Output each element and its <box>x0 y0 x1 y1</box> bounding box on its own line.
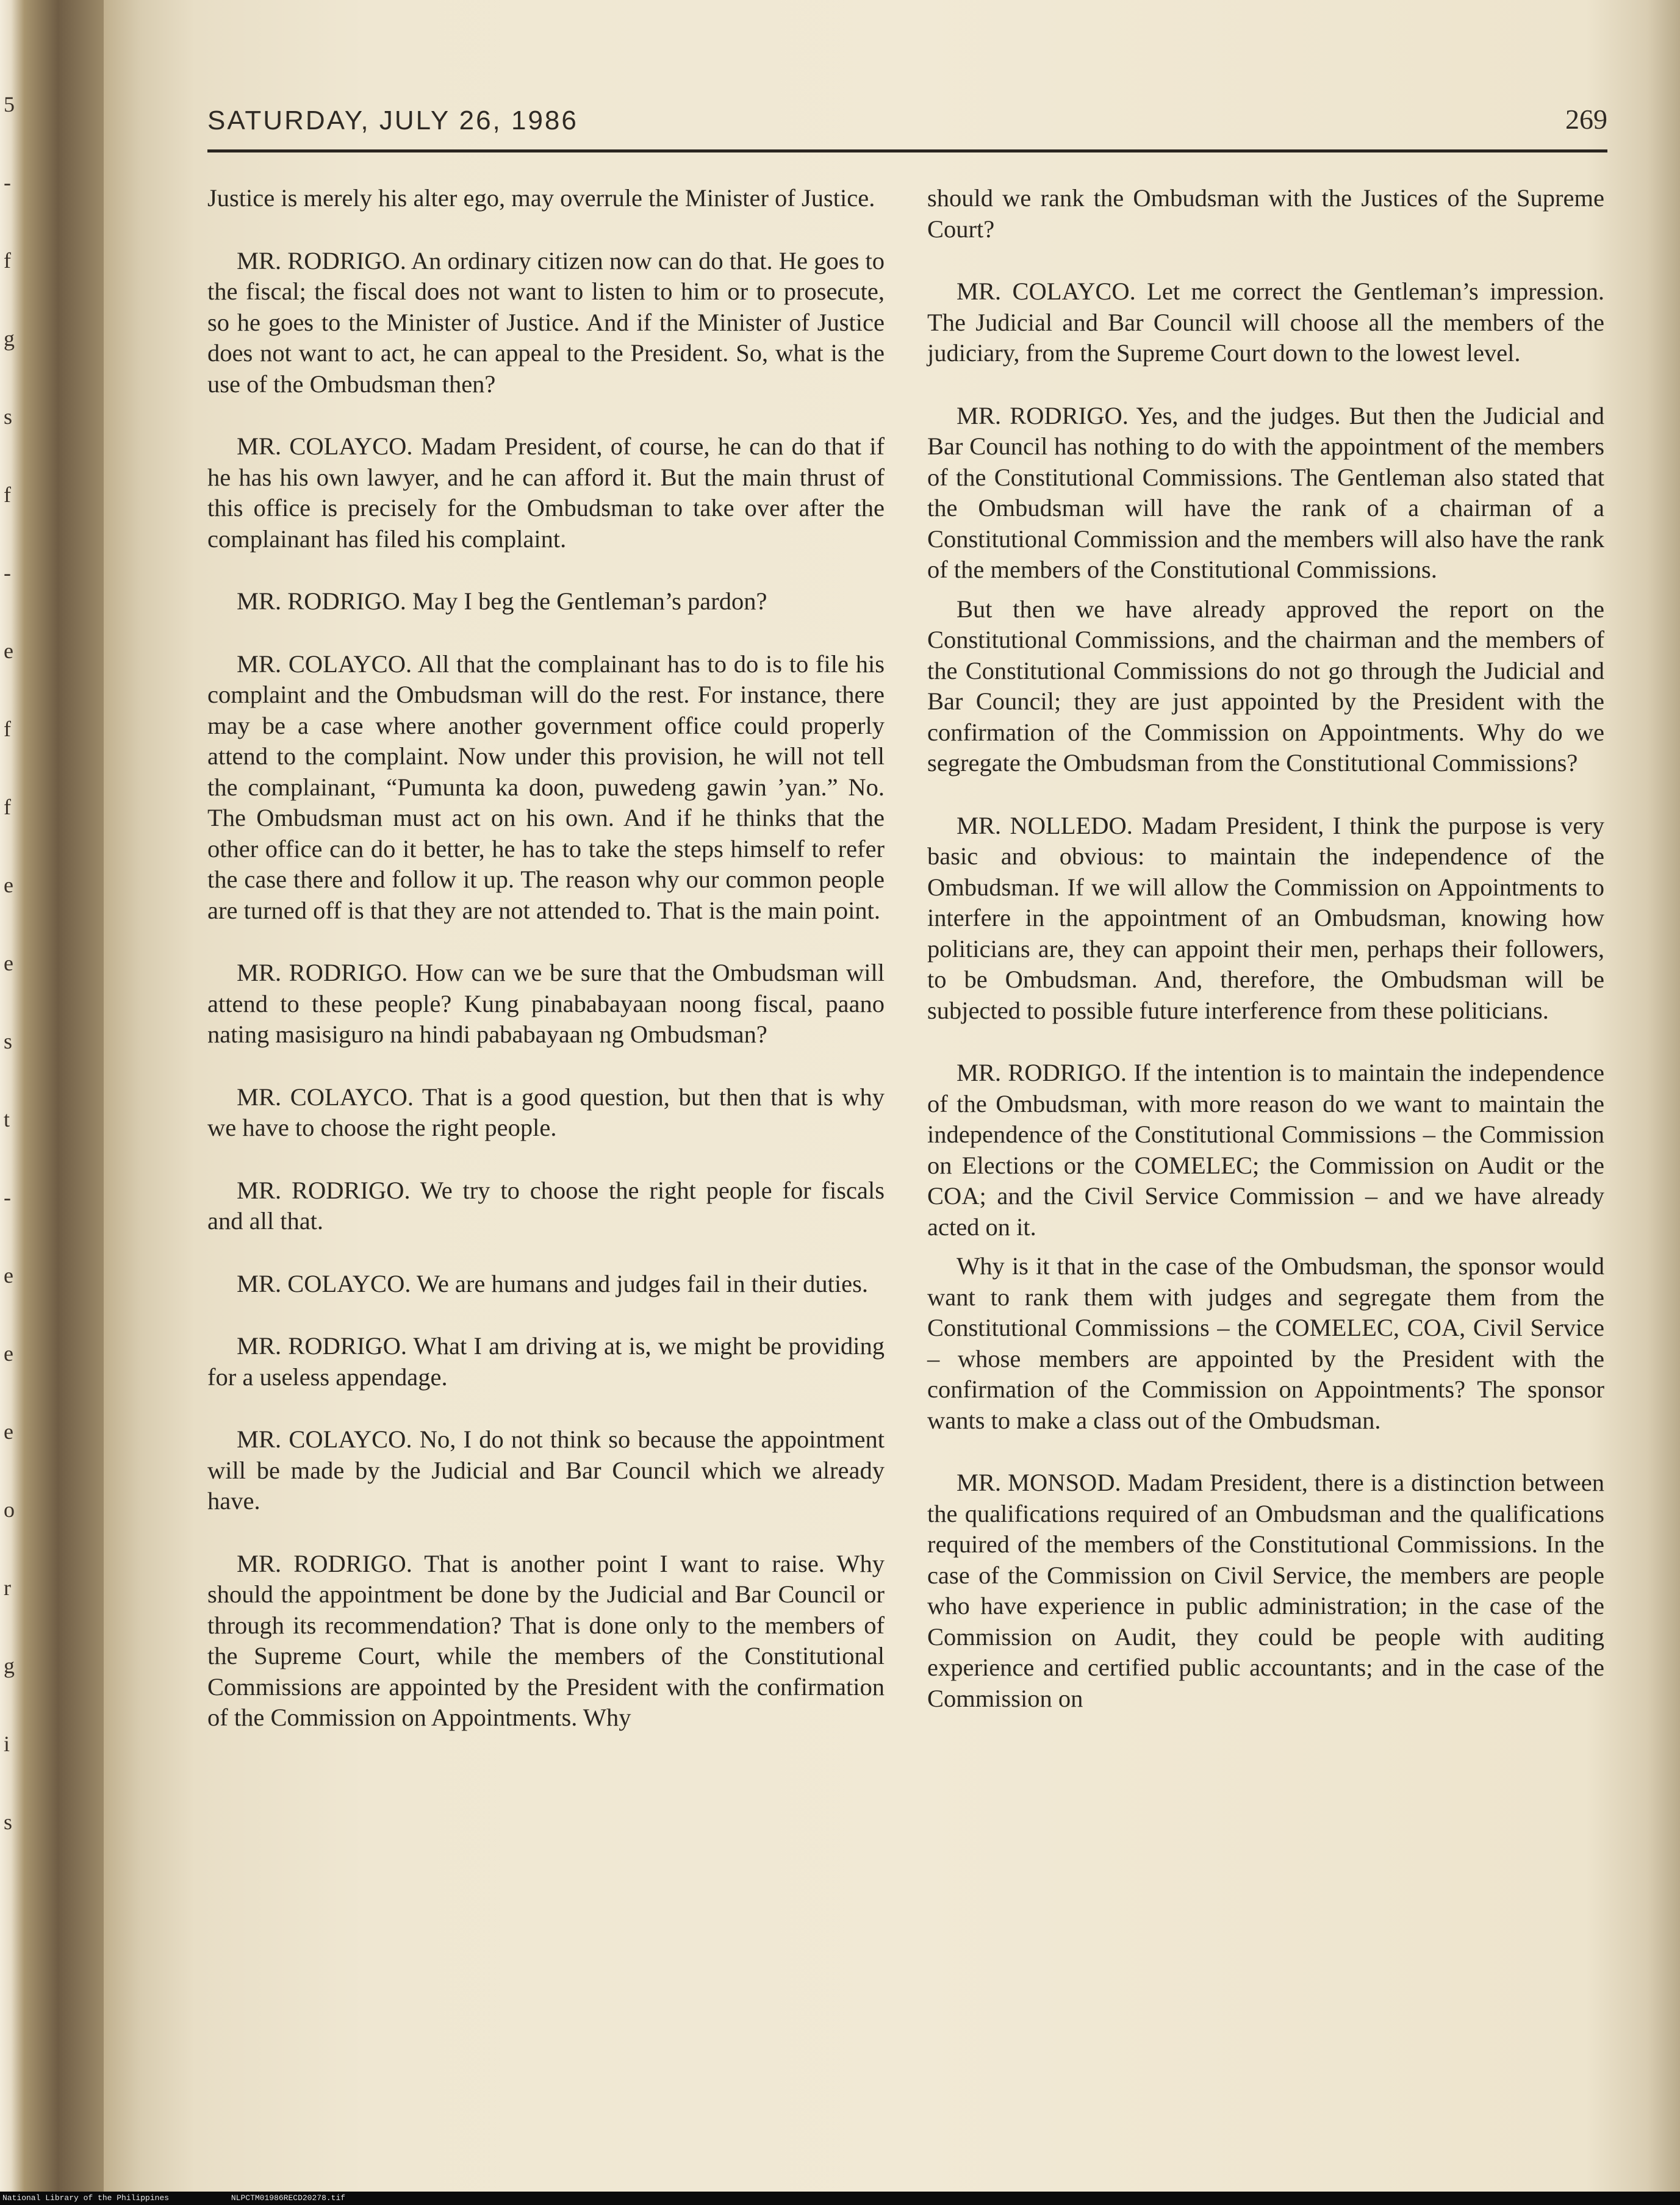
edge-mark: f <box>4 795 11 819</box>
edge-mark: r <box>4 1576 11 1600</box>
edge-mark: e <box>4 873 13 897</box>
footer-file: NLPCTM01986RECD20278.tif <box>231 2193 346 2203</box>
paragraph: MR. NOLLEDO. Madam President, I think the purpose is very basic and obvious: to maintain the independence of the Ombudsman. If we will allow the Commission on Appointments to interfere in the appointment of an Ombudsman, knowing how politicians are, they can appoint their men, perhaps their followers, to be Ombudsman. And, therefore, the Ombudsman will be subjected to possible future interference from these politicians. <box>927 811 1604 1024</box>
edge-mark: 5 <box>4 92 15 117</box>
header-rule <box>207 149 1607 152</box>
edge-mark: e <box>4 639 13 663</box>
page-number: 269 <box>1565 104 1607 135</box>
edge-mark: o <box>4 1497 15 1522</box>
scan-footer <box>0 2192 1680 2205</box>
paragraph: But then we have already approved the report on the Constitutional Commissions, and the chairman and the members of the Constitutional Commissions do not go through the Judicial and Bar Council; they are just appointed by the President with the confirmation of the Commission on Appointments. Why do we segregate the Ombudsman from the Constitutional Commissions? <box>927 595 1604 776</box>
edge-mark: f <box>4 482 11 507</box>
running-header <box>207 101 1607 146</box>
edge-mark: - <box>4 170 11 195</box>
paragraph: MR. MONSOD. Madam President, there is a distinction between the qualifications required of an Ombudsman and the qualifications required of the members of the Constitutional Commissions. In the case of the Commission on Civil Service, the members are people who have experience in public administration; in the case of the Commission on Audit, they could be people with auditing experience and certified public accountants; and in the case of the Commission on <box>927 1469 1604 1712</box>
paragraph: MR. COLAYCO. That is a good question, but then that is why we have to choose the right people. <box>207 1083 885 1141</box>
header-date: SATURDAY, JULY 26, 1986 <box>207 106 578 135</box>
edge-mark: e <box>4 1263 13 1288</box>
edge-mark: - <box>4 561 11 585</box>
edge-mark: - <box>4 1185 11 1210</box>
right-column <box>927 183 1604 1714</box>
edge-mark: t <box>4 1107 10 1131</box>
paragraph: Justice is merely his alter ego, may overrule the Minister of Justice. <box>207 184 875 212</box>
paragraph: Why is it that in the case of the Ombudsman, the sponsor would want to rank them with judges and segregate them from the Constitutional Commissions – the COMELEC, COA, Civil Service – whose members are appointed by the President with the confirmation of the Commission on Appointments? The sponsor wants to make a class out of the Ombudsman. <box>927 1252 1604 1434</box>
paragraph: MR. COLAYCO. Let me correct the Gentleman’s impression. The Judicial and Bar Council will choose all the members of the judiciary, from the Supreme Court down to the lowest level. <box>927 278 1604 367</box>
edge-mark: s <box>4 1810 13 1834</box>
edge-mark: i <box>4 1732 10 1756</box>
edge-mark: e <box>4 1419 13 1444</box>
paragraph: MR. RODRIGO. We try to choose the right people for fiscals and all that. <box>207 1176 885 1235</box>
previous-page-edge <box>0 91 24 1921</box>
paragraph: MR. RODRIGO. An ordinary citizen now can do that. He goes to the fiscal; the fiscal does not want to listen to him or to prosecute, so he goes to the Minister of Justice. And if the Minister of Justice does not want to act, he can appeal to the President. So, what is the use of the Ombudsman then? <box>207 246 885 398</box>
edge-mark: e <box>4 1341 13 1366</box>
paragraph: MR. COLAYCO. Madam President, of course, he can do that if he has his own lawyer, and he can afford it. But the main thrust of this office is precisely for the Ombudsman to take over after the complainant has filed his complaint. <box>207 432 885 553</box>
edge-mark: f <box>4 248 11 273</box>
paragraph: MR. COLAYCO. No, I do not think so because the appointment will be made by the Judicial and Bar Council which we already have. <box>207 1425 885 1515</box>
paragraph: MR. RODRIGO. How can we be sure that the Ombudsman will attend to these people? Kung pinababayaan noong fiscal, paano nating masisiguro na hindi pababayaan ng Ombudsman? <box>207 959 885 1048</box>
paragraph: MR. RODRIGO. Yes, and the judges. But then the Judicial and Bar Council has nothing to do with the appointment of the members of the Constitutional Commissions. The Gentleman also stated that the Ombudsman will have the rank of a chairman of a Constitutional Commission and the members will also have the rank of the members of the Constitutional Commissions. <box>927 401 1604 583</box>
edge-mark: s <box>4 1029 13 1053</box>
edge-mark: f <box>4 717 11 741</box>
edge-mark: e <box>4 951 13 975</box>
edge-mark: s <box>4 404 13 429</box>
paragraph: MR. RODRIGO. May I beg the Gentleman’s pardon? <box>237 587 767 615</box>
paragraph: MR. RODRIGO. What I am driving at is, we might be providing for a useless appendage. <box>207 1332 885 1391</box>
paragraph: MR. COLAYCO. We are humans and judges fail in their duties. <box>237 1269 868 1297</box>
paragraph: should we rank the Ombudsman with the Justices of the Supreme Court? <box>927 184 1604 243</box>
paragraph: MR. RODRIGO. That is another point I want to raise. Why should the appointment be done by the Judicial and Bar Council or through its recommendation? That is done only to the members of the Supreme Court, while the members of the Constitutional Commissions are appointed by the President with the confirmation of the Commission on Appointments. Why <box>207 1549 885 1731</box>
edge-mark: g <box>4 326 15 351</box>
footer-library: National Library of the Philippines <box>2 2193 170 2203</box>
edge-mark: g <box>4 1654 15 1678</box>
paragraph: MR. COLAYCO. All that the complainant has to do is to file his complaint and the Ombudsman will do the rest. For instance, there may be a case where another government office could properly attend to the complaint. Now under this provision, he will not tell the complainant, “Pumunta ka doon, puwedeng gawin ’yan.” No. The Ombudsman must act on his own. And if he thinks that the other office can do it better, he has to take the steps himself to refer the case there and follow it up. The reason why our common people are turned off is that they are not attended to. That is the main point. <box>207 650 885 924</box>
paragraph: MR. RODRIGO. If the intention is to maintain the independence of the Ombudsman, with more reason do we want to maintain the independence of the Constitutional Commissions – the Commission on Elections or the COMELEC; the Commission on Audit or the COA; and the Civil Service Commission – and we have already acted on it. <box>927 1059 1604 1241</box>
left-column <box>207 183 885 1734</box>
